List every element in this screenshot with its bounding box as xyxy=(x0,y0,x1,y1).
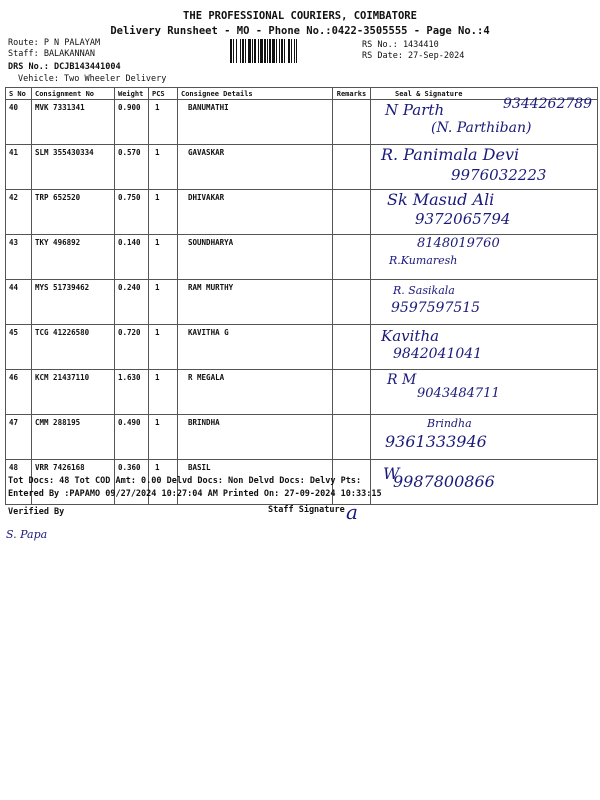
consignee-name: GAVASKAR xyxy=(178,145,333,190)
consignment-number: MVK 7331341 xyxy=(32,100,115,145)
signature-cell xyxy=(371,235,598,280)
weight: 0.570 xyxy=(115,145,149,190)
staff-signature-mark: a xyxy=(346,500,358,524)
consignee-name: R MEGALA xyxy=(178,370,333,415)
column-header: Seal & Signature xyxy=(371,88,598,100)
handwritten-phone: 9344262789 xyxy=(503,96,593,112)
signature-cell xyxy=(371,280,598,325)
serial-number: 47 xyxy=(6,415,32,460)
handwritten-signature: N Parth xyxy=(385,101,445,119)
remarks-cell xyxy=(333,235,371,280)
drs-number: DRS No.: DCJB143441004 xyxy=(8,62,121,72)
weight: 0.720 xyxy=(115,325,149,370)
verified-by-label: Verified By xyxy=(8,507,65,517)
weight: 0.360 xyxy=(115,460,149,505)
signature-cell xyxy=(371,415,598,460)
company-title: THE PROFESSIONAL COURIERS, COIMBATORE xyxy=(183,10,417,22)
table-row xyxy=(6,235,598,280)
signature-cell xyxy=(371,460,598,505)
consignment-number: MYS 51739462 xyxy=(32,280,115,325)
serial-number: 42 xyxy=(6,190,32,235)
serial-number: 46 xyxy=(6,370,32,415)
table-row xyxy=(6,415,598,460)
table-row xyxy=(6,325,598,370)
staff-signature-label: Staff Signature xyxy=(268,505,345,515)
handwritten-signature: W xyxy=(383,464,400,483)
consignee-name: BANUMATHI xyxy=(178,100,333,145)
handwritten-name: R.Kumaresh xyxy=(389,254,458,267)
barcode-image xyxy=(230,39,356,63)
handwritten-signature: Brindha xyxy=(427,417,472,430)
table-row xyxy=(6,145,598,190)
serial-number: 48 xyxy=(6,460,32,505)
column-header: Weight xyxy=(115,88,149,100)
table-row xyxy=(6,280,598,325)
table-row xyxy=(6,190,598,235)
entered-by-line: Entered By :PAPAMO 09/27/2024 10:27:04 AM Printed On: 27-09-2024 10:33:15 xyxy=(8,489,382,499)
consignment-number: TCG 41226580 xyxy=(32,325,115,370)
serial-number: 44 xyxy=(6,280,32,325)
handwritten-signature: Kavitha xyxy=(381,327,440,345)
table-row xyxy=(6,370,598,415)
handwritten-phone: 9361333946 xyxy=(385,432,487,451)
signature-cell xyxy=(371,325,598,370)
consignee-name: DHIVAKAR xyxy=(178,190,333,235)
serial-number: 43 xyxy=(6,235,32,280)
rs-date: RS Date: 27-Sep-2024 xyxy=(362,51,465,61)
consignment-number: SLM 355430334 xyxy=(32,145,115,190)
consignment-number: TRP 652520 xyxy=(32,190,115,235)
weight: 0.900 xyxy=(115,100,149,145)
rs-number: RS No.: 1434410 xyxy=(362,40,439,50)
handwritten-phone: 9597597515 xyxy=(391,300,481,316)
remarks-cell xyxy=(333,280,371,325)
consignee-name: BRINDHA xyxy=(178,415,333,460)
handwritten-phone: 9976032223 xyxy=(451,166,547,184)
consignment-number: KCM 21437110 xyxy=(32,370,115,415)
column-header: Consignee Details xyxy=(178,88,333,100)
runsheet-subtitle: Delivery Runsheet - MO - Phone No.:0422-3505555 - Page No.:4 xyxy=(110,25,490,37)
handwritten-name: (N. Parthiban) xyxy=(431,120,532,136)
handwritten-phone: 9842041041 xyxy=(393,346,483,362)
pieces: 1 xyxy=(149,190,178,235)
remarks-cell xyxy=(333,190,371,235)
table-row xyxy=(6,100,598,145)
remarks-cell xyxy=(333,100,371,145)
pieces: 1 xyxy=(149,460,178,505)
consignment-number: TKY 496892 xyxy=(32,235,115,280)
totals-line: Tot Docs: 48 Tot COD Amt: 0.00 Delvd Docs: Non Delvd Docs: Delvy Pts: xyxy=(8,476,362,486)
pieces: 1 xyxy=(149,370,178,415)
column-header: S No xyxy=(6,88,32,100)
handwritten-phone: 9987800866 xyxy=(393,472,495,491)
route-label: Route: P N PALAYAM xyxy=(8,38,101,48)
signature-cell xyxy=(371,190,598,235)
consignment-number: VRR 7426168 xyxy=(32,460,115,505)
weight: 0.140 xyxy=(115,235,149,280)
remarks-cell xyxy=(333,370,371,415)
handwritten-signature: R. Panimala Devi xyxy=(381,145,520,164)
verifier-signature: S. Papa xyxy=(6,528,48,541)
signature-cell xyxy=(371,96,598,145)
pieces: 1 xyxy=(149,235,178,280)
vehicle-label: Vehicle: Two Wheeler Delivery xyxy=(18,74,167,84)
consignee-name: RAM MURTHY xyxy=(178,280,333,325)
consignment-number: CMM 288195 xyxy=(32,415,115,460)
weight: 0.240 xyxy=(115,280,149,325)
weight: 1.630 xyxy=(115,370,149,415)
consignee-name: BASIL xyxy=(178,460,333,505)
pieces: 1 xyxy=(149,415,178,460)
signature-cell xyxy=(371,370,598,415)
pieces: 1 xyxy=(149,100,178,145)
handwritten-phone: 9043484711 xyxy=(417,386,500,401)
handwritten-signature: R. Sasikala xyxy=(393,284,455,297)
remarks-cell xyxy=(333,325,371,370)
runsheet-table xyxy=(5,87,598,505)
serial-number: 45 xyxy=(6,325,32,370)
weight: 0.490 xyxy=(115,415,149,460)
remarks-cell xyxy=(333,145,371,190)
pieces: 1 xyxy=(149,325,178,370)
column-header: Remarks xyxy=(333,88,371,100)
serial-number: 40 xyxy=(6,100,32,145)
serial-number: 41 xyxy=(6,145,32,190)
handwritten-phone: 9372065794 xyxy=(415,210,511,228)
handwritten-phone: 8148019760 xyxy=(417,236,500,251)
consignee-name: KAVITHA G xyxy=(178,325,333,370)
column-header: PCS xyxy=(149,88,178,100)
weight: 0.750 xyxy=(115,190,149,235)
handwritten-signature: Sk Masud Ali xyxy=(387,190,495,209)
pieces: 1 xyxy=(149,145,178,190)
column-header: Consignment No xyxy=(32,88,115,100)
signature-cell xyxy=(371,145,598,190)
remarks-cell xyxy=(333,415,371,460)
staff-label: Staff: BALAKANNAN xyxy=(8,49,95,59)
handwritten-signature: R M xyxy=(387,372,417,388)
consignee-name: SOUNDHARYA xyxy=(178,235,333,280)
pieces: 1 xyxy=(149,280,178,325)
